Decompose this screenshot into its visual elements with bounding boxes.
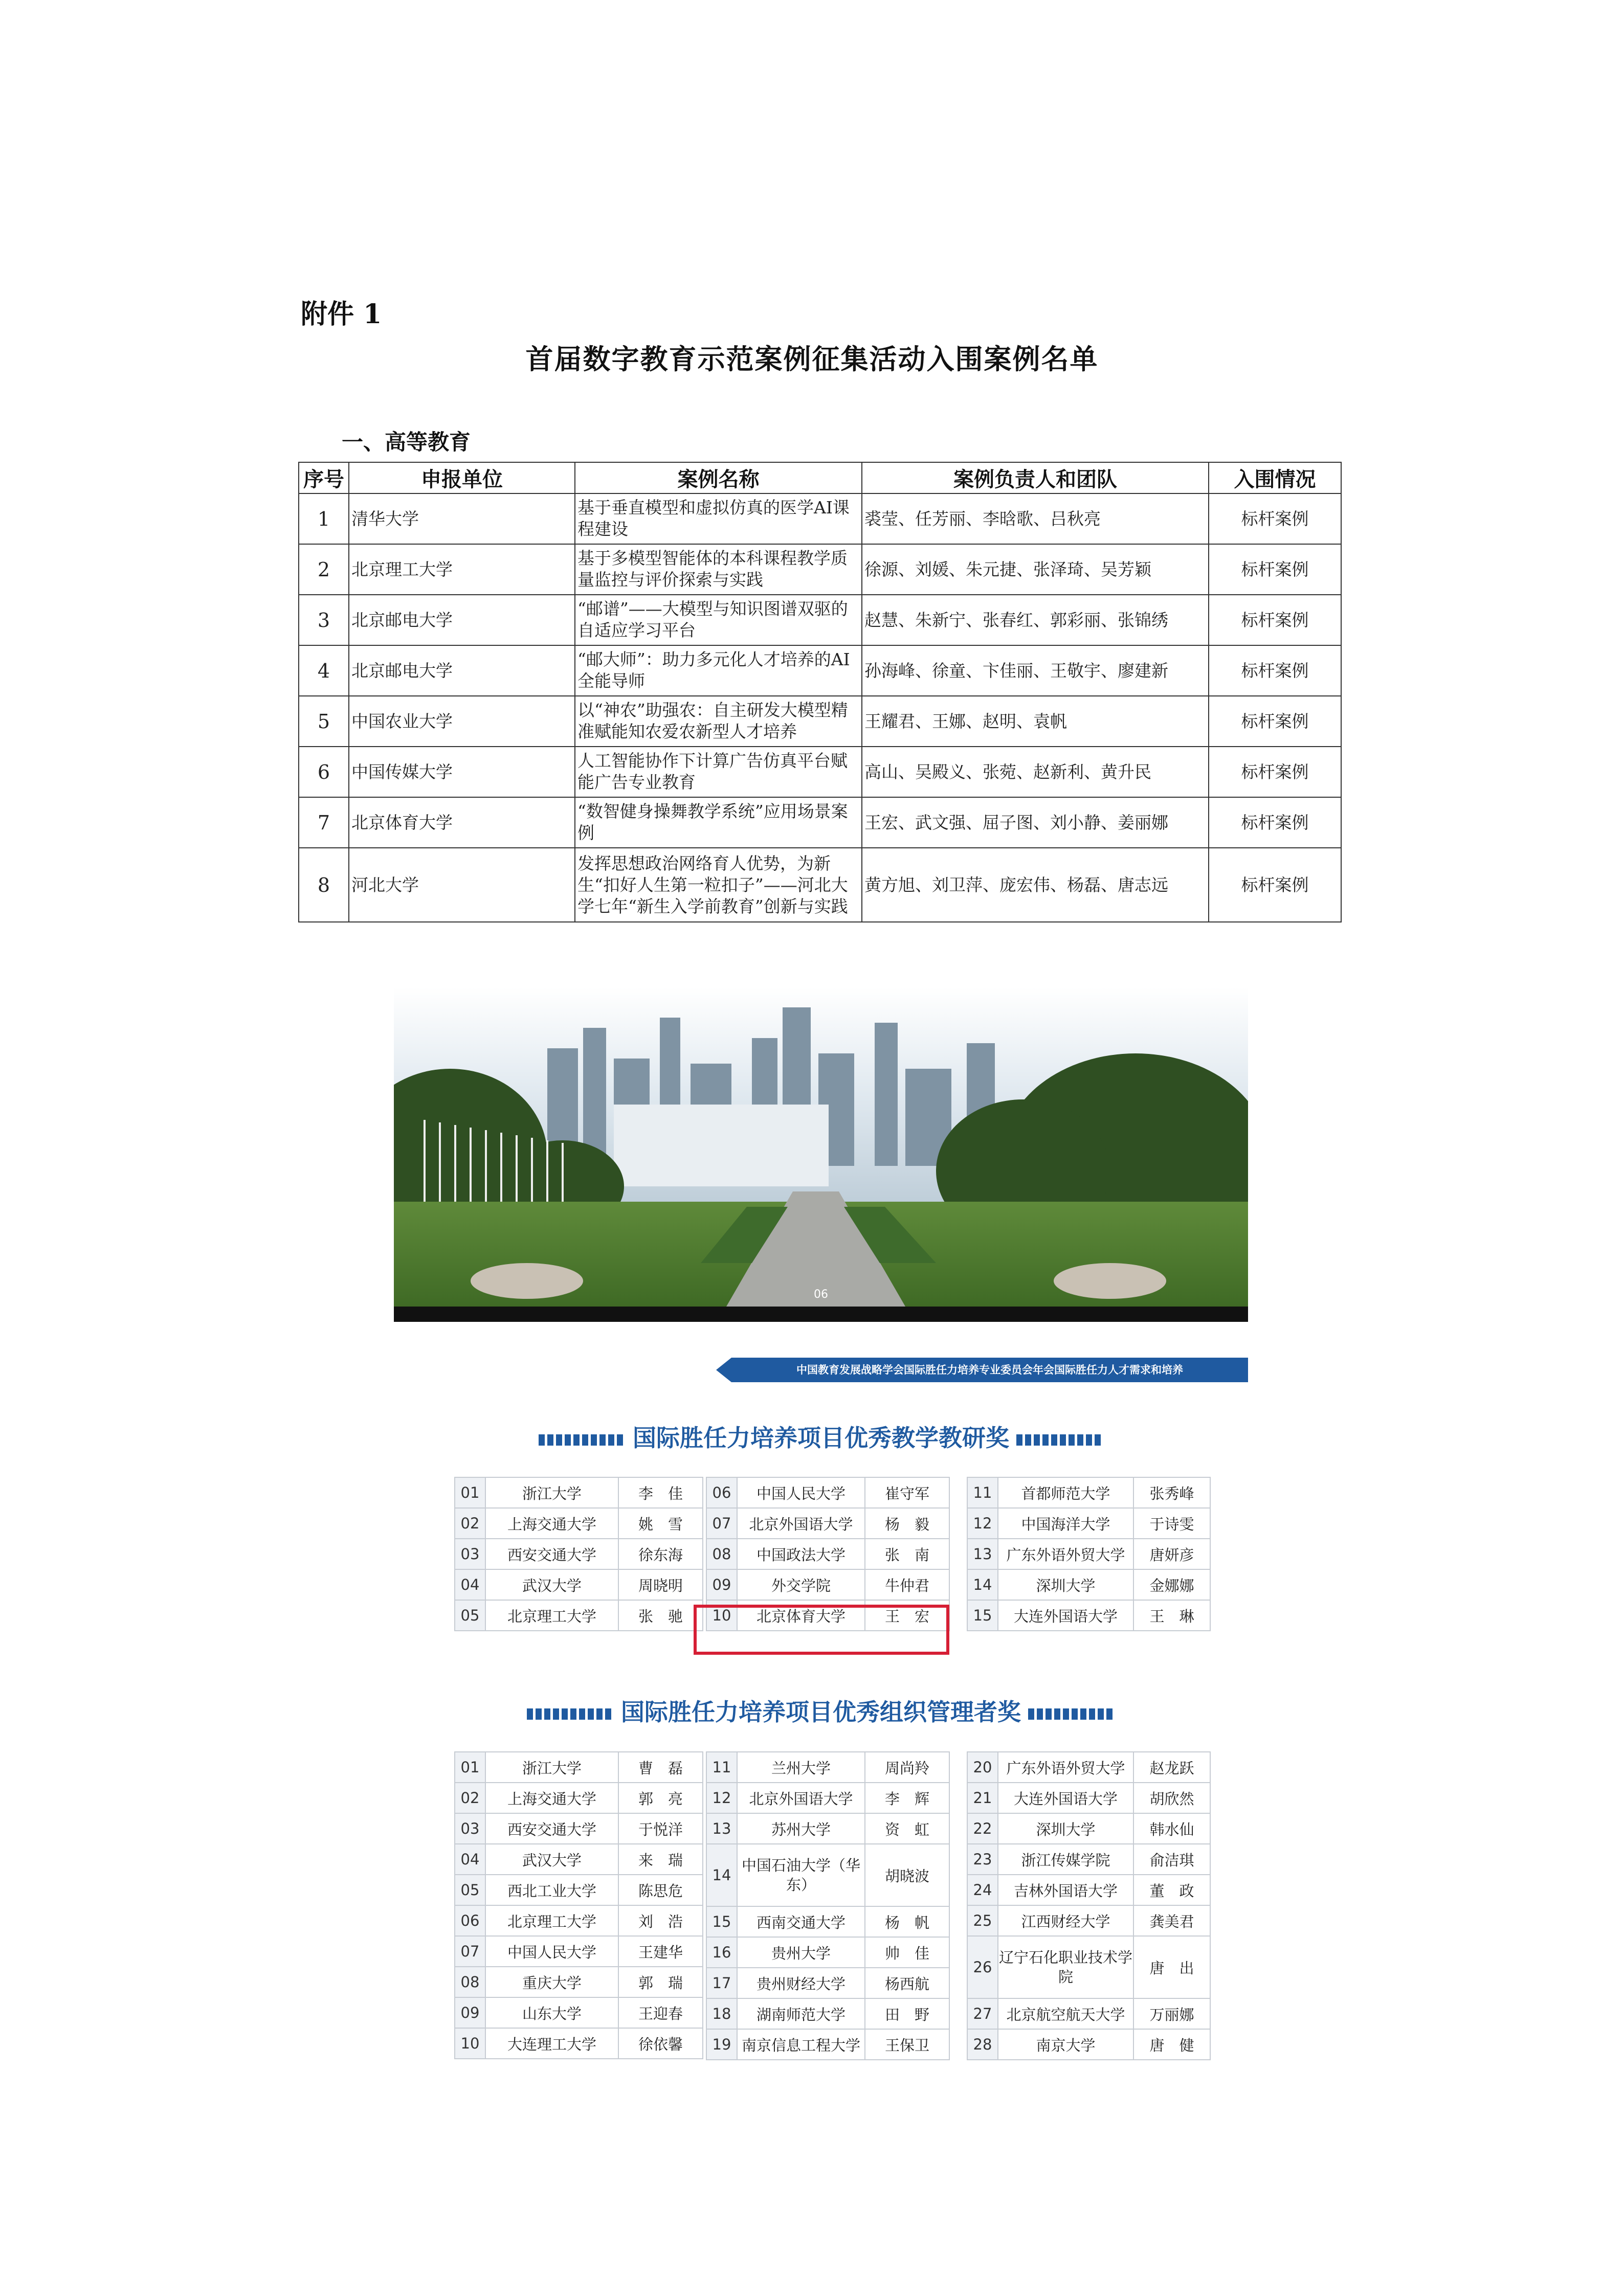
table-row bbox=[299, 544, 1341, 595]
award-university: 重庆大学 bbox=[485, 1967, 618, 1997]
table-row bbox=[706, 1968, 949, 1998]
table-row bbox=[706, 1937, 949, 1968]
award-no: 06 bbox=[455, 1905, 485, 1936]
header-case: 案例名称 bbox=[575, 462, 862, 493]
row-team: 赵慧、朱新宁、张春红、郭彩丽、张锦绣 bbox=[862, 595, 1209, 645]
award-no: 05 bbox=[455, 1600, 485, 1631]
award-person: 赵龙跃 bbox=[1133, 1752, 1210, 1783]
award-university: 浙江大学 bbox=[485, 1752, 618, 1783]
award-no: 10 bbox=[706, 1600, 737, 1631]
award2-group-3 bbox=[967, 1751, 1211, 2060]
award-no: 08 bbox=[706, 1539, 737, 1569]
award-person: 唐 健 bbox=[1133, 2029, 1210, 2060]
row-team: 裘莹、任芳丽、李晗歌、吕秋亮 bbox=[862, 493, 1209, 544]
divider-bar bbox=[394, 1307, 1248, 1322]
award-no: 08 bbox=[455, 1967, 485, 1997]
award-no: 07 bbox=[706, 1508, 737, 1539]
award-person: 唐 出 bbox=[1133, 1936, 1210, 1998]
award1-title-text: 国际胜任力培养项目优秀教学教研奖 bbox=[633, 1424, 1009, 1452]
award-no: 12 bbox=[967, 1508, 998, 1539]
award-no: 13 bbox=[967, 1539, 998, 1569]
award-no: 15 bbox=[706, 1906, 737, 1937]
table-row bbox=[455, 1967, 703, 1997]
award-no: 14 bbox=[706, 1844, 737, 1906]
planter-shape bbox=[471, 1263, 583, 1299]
table-row bbox=[299, 595, 1341, 645]
award-person: 胡晓波 bbox=[865, 1844, 949, 1906]
table-row bbox=[455, 1997, 703, 2028]
table-row bbox=[967, 1508, 1210, 1539]
row-no: 8 bbox=[299, 848, 349, 922]
table-row bbox=[967, 1905, 1210, 1936]
row-status: 标杆案例 bbox=[1209, 595, 1341, 645]
award-university: 北京理工大学 bbox=[485, 1905, 618, 1936]
table-row bbox=[455, 1569, 703, 1600]
brochure-image bbox=[394, 987, 1248, 2102]
row-unit: 中国农业大学 bbox=[349, 696, 575, 747]
table-row bbox=[967, 1936, 1210, 1998]
table-row bbox=[706, 2029, 949, 2060]
award-person: 田 野 bbox=[865, 1998, 949, 2029]
table-row bbox=[455, 1844, 703, 1875]
award-person: 胡欣然 bbox=[1133, 1783, 1210, 1813]
award-no: 28 bbox=[967, 2029, 998, 2060]
table-row bbox=[967, 1783, 1210, 1813]
table-row bbox=[455, 1875, 703, 1905]
award-no: 24 bbox=[967, 1875, 998, 1905]
award-no: 07 bbox=[455, 1936, 485, 1967]
award-no: 27 bbox=[967, 1998, 998, 2029]
award-no: 13 bbox=[706, 1813, 737, 1844]
award-university: 广东外语外贸大学 bbox=[998, 1752, 1133, 1783]
award-university: 大连外国语大学 bbox=[998, 1783, 1133, 1813]
award-no: 09 bbox=[706, 1569, 737, 1600]
award-university: 贵州大学 bbox=[737, 1937, 865, 1968]
award-no: 26 bbox=[967, 1936, 998, 1998]
row-no: 7 bbox=[299, 797, 349, 848]
award-person: 金娜娜 bbox=[1133, 1569, 1210, 1600]
table-row bbox=[455, 1508, 703, 1539]
table-row bbox=[455, 1752, 703, 1783]
award-no: 22 bbox=[967, 1813, 998, 1844]
award-no: 05 bbox=[455, 1875, 485, 1905]
row-team: 高山、吴殿义、张菀、赵新利、黄升民 bbox=[862, 747, 1209, 797]
award-university: 中国海洋大学 bbox=[998, 1508, 1133, 1539]
award-no: 23 bbox=[967, 1844, 998, 1875]
award-university: 浙江传媒学院 bbox=[998, 1844, 1133, 1875]
award2-group-2 bbox=[706, 1751, 950, 2060]
award-person: 王 宏 bbox=[865, 1600, 949, 1631]
award-no: 11 bbox=[706, 1752, 737, 1783]
award2-group-1 bbox=[454, 1751, 703, 2059]
award-university: 浙江大学 bbox=[485, 1477, 618, 1508]
award-person: 于诗雯 bbox=[1133, 1508, 1210, 1539]
award1-group-3 bbox=[967, 1477, 1211, 1631]
award-university: 北京外国语大学 bbox=[737, 1783, 865, 1813]
award-no: 17 bbox=[706, 1968, 737, 1998]
award-university: 大连理工大学 bbox=[485, 2028, 618, 2059]
award-university: 武汉大学 bbox=[485, 1844, 618, 1875]
award-university: 中国人民大学 bbox=[485, 1936, 618, 1967]
award-no: 14 bbox=[967, 1569, 998, 1600]
award-person: 徐依馨 bbox=[618, 2028, 703, 2059]
award-person: 张秀峰 bbox=[1133, 1477, 1210, 1508]
award-no: 15 bbox=[967, 1600, 998, 1631]
award-person: 姚 雪 bbox=[618, 1508, 703, 1539]
award-person: 李 佳 bbox=[618, 1477, 703, 1508]
award-no: 11 bbox=[967, 1477, 998, 1508]
award-university: 苏州大学 bbox=[737, 1813, 865, 1844]
award-no: 25 bbox=[967, 1905, 998, 1936]
award-university: 南京大学 bbox=[998, 2029, 1133, 2060]
award-person: 徐东海 bbox=[618, 1539, 703, 1569]
award2-title bbox=[394, 1694, 1248, 1727]
award-person: 龚美君 bbox=[1133, 1905, 1210, 1936]
row-status: 标杆案例 bbox=[1209, 645, 1341, 696]
award-person: 王建华 bbox=[618, 1936, 703, 1967]
award-person: 杨 帆 bbox=[865, 1906, 949, 1937]
award-university: 武汉大学 bbox=[485, 1569, 618, 1600]
award-university: 中国石油大学（华东） bbox=[737, 1844, 865, 1906]
row-unit: 北京理工大学 bbox=[349, 544, 575, 595]
decor-bars-icon bbox=[1016, 1434, 1103, 1446]
award-person: 周尚羚 bbox=[865, 1752, 949, 1783]
table-row bbox=[967, 1752, 1210, 1783]
award-person: 万丽娜 bbox=[1133, 1998, 1210, 2029]
table-row bbox=[706, 1508, 949, 1539]
award-university: 外交学院 bbox=[737, 1569, 865, 1600]
award-university: 西北工业大学 bbox=[485, 1875, 618, 1905]
award-no: 02 bbox=[455, 1783, 485, 1813]
row-status: 标杆案例 bbox=[1209, 797, 1341, 848]
row-no: 4 bbox=[299, 645, 349, 696]
row-case-text: 基于多模型智能体的本科课程教学质量监控与评价探索与实践 bbox=[577, 548, 848, 590]
table-row bbox=[706, 1752, 949, 1783]
award-university: 辽宁石化职业技术学院 bbox=[998, 1936, 1133, 1998]
award2-title-text: 国际胜任力培养项目优秀组织管理者奖 bbox=[621, 1698, 1021, 1726]
table-row bbox=[967, 1875, 1210, 1905]
table-row bbox=[706, 1906, 949, 1937]
award-university: 上海交通大学 bbox=[485, 1508, 618, 1539]
award-person: 董 政 bbox=[1133, 1875, 1210, 1905]
campus-photo bbox=[394, 987, 1248, 1307]
decor-bars-icon bbox=[1028, 1708, 1115, 1720]
row-case bbox=[575, 493, 862, 544]
row-case bbox=[575, 848, 862, 922]
row-case-text: 基于垂直模型和虚拟仿真的医学AI课程建设 bbox=[577, 497, 850, 539]
page-number: 06 bbox=[814, 1288, 828, 1301]
award-person: 曹 磊 bbox=[618, 1752, 703, 1783]
award-no: 21 bbox=[967, 1783, 998, 1813]
table-row bbox=[967, 1813, 1210, 1844]
award-person: 郭 亮 bbox=[618, 1783, 703, 1813]
table-row bbox=[299, 493, 1341, 544]
award-university: 西安交通大学 bbox=[485, 1813, 618, 1844]
header-no: 序号 bbox=[299, 462, 349, 493]
award-no: 04 bbox=[455, 1569, 485, 1600]
table-row bbox=[967, 1477, 1210, 1508]
award1-title bbox=[394, 1420, 1248, 1453]
award-no: 12 bbox=[706, 1783, 737, 1813]
award-person: 帅 佳 bbox=[865, 1937, 949, 1968]
award-no: 18 bbox=[706, 1998, 737, 2029]
award-university: 西南交通大学 bbox=[737, 1906, 865, 1937]
table-row bbox=[299, 848, 1341, 922]
row-no: 2 bbox=[299, 544, 349, 595]
award-person: 于悦洋 bbox=[618, 1813, 703, 1844]
row-case bbox=[575, 797, 862, 848]
table-row bbox=[706, 1477, 949, 1508]
award-no: 06 bbox=[706, 1477, 737, 1508]
event-banner: 中国教育发展战略学会国际胜任力培养专业委员会年会国际胜任力人才需求和培养 bbox=[731, 1358, 1248, 1382]
decor-bars-icon bbox=[527, 1708, 614, 1720]
award-no: 03 bbox=[455, 1539, 485, 1569]
table-row bbox=[299, 747, 1341, 797]
award-person: 郭 瑞 bbox=[618, 1967, 703, 1997]
row-team: 孙海峰、徐童、卞佳丽、王敬宇、廖建新 bbox=[862, 645, 1209, 696]
table-row bbox=[455, 1905, 703, 1936]
row-case bbox=[575, 544, 862, 595]
table-row bbox=[299, 645, 1341, 696]
header-status: 入围情况 bbox=[1209, 462, 1341, 493]
table-row bbox=[455, 1477, 703, 1508]
award-university: 江西财经大学 bbox=[998, 1905, 1133, 1936]
award-no: 10 bbox=[455, 2028, 485, 2059]
row-team: 王耀君、王娜、赵明、袁帆 bbox=[862, 696, 1209, 747]
table-row bbox=[706, 1998, 949, 2029]
award-no: 03 bbox=[455, 1813, 485, 1844]
row-team: 徐源、刘媛、朱元捷、张泽琦、吴芳颖 bbox=[862, 544, 1209, 595]
row-case-text: “邮大师”：助力多元化人才培养的AI全能导师 bbox=[577, 649, 850, 691]
row-status: 标杆案例 bbox=[1209, 848, 1341, 922]
row-no: 6 bbox=[299, 747, 349, 797]
row-status: 标杆案例 bbox=[1209, 747, 1341, 797]
decor-bars-icon bbox=[539, 1434, 626, 1446]
award-person: 王迎春 bbox=[618, 1997, 703, 2028]
table-row bbox=[706, 1813, 949, 1844]
table-row bbox=[299, 797, 1341, 848]
award-person: 王 琳 bbox=[1133, 1600, 1210, 1631]
section-heading: 一、高等教育 bbox=[342, 430, 471, 455]
award-person: 韩水仙 bbox=[1133, 1813, 1210, 1844]
table-row bbox=[967, 1539, 1210, 1569]
award-no: 19 bbox=[706, 2029, 737, 2060]
row-no: 3 bbox=[299, 595, 349, 645]
award-university: 广东外语外贸大学 bbox=[998, 1539, 1133, 1569]
row-case bbox=[575, 595, 862, 645]
banner-arrow bbox=[716, 1358, 731, 1382]
row-case-text: “数智健身操舞教学系统”应用场景案例 bbox=[577, 801, 848, 843]
attachment-label: 附件 1 bbox=[301, 299, 382, 330]
award-person: 陈思危 bbox=[618, 1875, 703, 1905]
award-no: 01 bbox=[455, 1477, 485, 1508]
row-case-text: 以“神农”助强农：自主研发大模型精准赋能知农爱农新型人才培养 bbox=[577, 700, 848, 741]
table-row bbox=[455, 2028, 703, 2059]
header-unit: 申报单位 bbox=[349, 462, 575, 493]
row-status: 标杆案例 bbox=[1209, 493, 1341, 544]
award-university: 南京信息工程大学 bbox=[737, 2029, 865, 2060]
row-unit: 河北大学 bbox=[349, 848, 575, 922]
award-university: 北京体育大学 bbox=[737, 1600, 865, 1631]
award-person: 资 虹 bbox=[865, 1813, 949, 1844]
row-status: 标杆案例 bbox=[1209, 544, 1341, 595]
table-row bbox=[455, 1600, 703, 1631]
table-row bbox=[967, 1844, 1210, 1875]
award-person: 李 辉 bbox=[865, 1783, 949, 1813]
award-university: 贵州财经大学 bbox=[737, 1968, 865, 1998]
award-university: 上海交通大学 bbox=[485, 1783, 618, 1813]
row-no: 1 bbox=[299, 493, 349, 544]
table-row bbox=[455, 1813, 703, 1844]
table-row bbox=[967, 1569, 1210, 1600]
award-person: 刘 浩 bbox=[618, 1905, 703, 1936]
row-status: 标杆案例 bbox=[1209, 696, 1341, 747]
highlight-box bbox=[694, 1605, 949, 1655]
row-case-text: “邮谱”——大模型与知识图谱双驱的自适应学习平台 bbox=[577, 598, 848, 640]
award-person: 崔守军 bbox=[865, 1477, 949, 1508]
award-person: 来 瑞 bbox=[618, 1844, 703, 1875]
row-no: 5 bbox=[299, 696, 349, 747]
award-person: 王保卫 bbox=[865, 2029, 949, 2060]
row-unit: 北京体育大学 bbox=[349, 797, 575, 848]
award-university: 中国人民大学 bbox=[737, 1477, 865, 1508]
award-person: 杨西航 bbox=[865, 1968, 949, 1998]
award-university: 吉林外国语大学 bbox=[998, 1875, 1133, 1905]
award-university: 西安交通大学 bbox=[485, 1539, 618, 1569]
row-case bbox=[575, 696, 862, 747]
table-row bbox=[967, 2029, 1210, 2060]
award-university: 兰州大学 bbox=[737, 1752, 865, 1783]
document-title: 首届数字教育示范案例征集活动入围案例名单 bbox=[525, 343, 1099, 375]
table-row bbox=[706, 1844, 949, 1906]
award-university: 北京航空航天大学 bbox=[998, 1998, 1133, 2029]
row-case-text: 发挥思想政治网络育人优势，为新生“扣好人生第一粒扣子”——河北大学七年“新生入学前教育”创新与实践 bbox=[577, 853, 848, 916]
table-row bbox=[299, 696, 1341, 747]
row-unit: 北京邮电大学 bbox=[349, 645, 575, 696]
table-row bbox=[455, 1936, 703, 1967]
building-shape bbox=[614, 1105, 829, 1186]
award-person: 张 驰 bbox=[618, 1600, 703, 1631]
award-no: 09 bbox=[455, 1997, 485, 2028]
award-university: 湖南师范大学 bbox=[737, 1998, 865, 2029]
award-person: 杨 毅 bbox=[865, 1508, 949, 1539]
award-university: 北京理工大学 bbox=[485, 1600, 618, 1631]
award-person: 周晓明 bbox=[618, 1569, 703, 1600]
award1-group-1 bbox=[454, 1477, 703, 1631]
row-unit: 中国传媒大学 bbox=[349, 747, 575, 797]
award-person: 俞洁琪 bbox=[1133, 1844, 1210, 1875]
table-row bbox=[967, 1998, 1210, 2029]
row-case bbox=[575, 747, 862, 797]
award-university: 山东大学 bbox=[485, 1997, 618, 2028]
row-team: 王宏、武文强、屈子图、刘小静、姜丽娜 bbox=[862, 797, 1209, 848]
table-row bbox=[455, 1539, 703, 1569]
header-team: 案例负责人和团队 bbox=[862, 462, 1209, 493]
award-university: 大连外国语大学 bbox=[998, 1600, 1133, 1631]
award-university: 首都师范大学 bbox=[998, 1477, 1133, 1508]
award-no: 02 bbox=[455, 1508, 485, 1539]
award-university: 北京外国语大学 bbox=[737, 1508, 865, 1539]
award-university: 深圳大学 bbox=[998, 1813, 1133, 1844]
row-team: 黄方旭、刘卫萍、庞宏伟、杨磊、唐志远 bbox=[862, 848, 1209, 922]
award-no: 04 bbox=[455, 1844, 485, 1875]
award-university: 中国政法大学 bbox=[737, 1539, 865, 1569]
row-case bbox=[575, 645, 862, 696]
award-person: 张 南 bbox=[865, 1539, 949, 1569]
table-row bbox=[706, 1569, 949, 1600]
row-unit: 北京邮电大学 bbox=[349, 595, 575, 645]
table-header-row bbox=[299, 462, 1341, 493]
award-university: 深圳大学 bbox=[998, 1569, 1133, 1600]
table-row bbox=[706, 1783, 949, 1813]
case-list-table bbox=[298, 462, 1342, 922]
table-row bbox=[967, 1600, 1210, 1631]
award-person: 牛仲君 bbox=[865, 1569, 949, 1600]
planter-shape bbox=[1054, 1263, 1166, 1299]
award-no: 01 bbox=[455, 1752, 485, 1783]
table-row bbox=[455, 1783, 703, 1813]
award-person: 唐妍彦 bbox=[1133, 1539, 1210, 1569]
award-no: 20 bbox=[967, 1752, 998, 1783]
row-case-text: 人工智能协作下计算广告仿真平台赋能广告专业教育 bbox=[577, 750, 848, 792]
row-unit: 清华大学 bbox=[349, 493, 575, 544]
table-row bbox=[706, 1539, 949, 1569]
award-no: 16 bbox=[706, 1937, 737, 1968]
